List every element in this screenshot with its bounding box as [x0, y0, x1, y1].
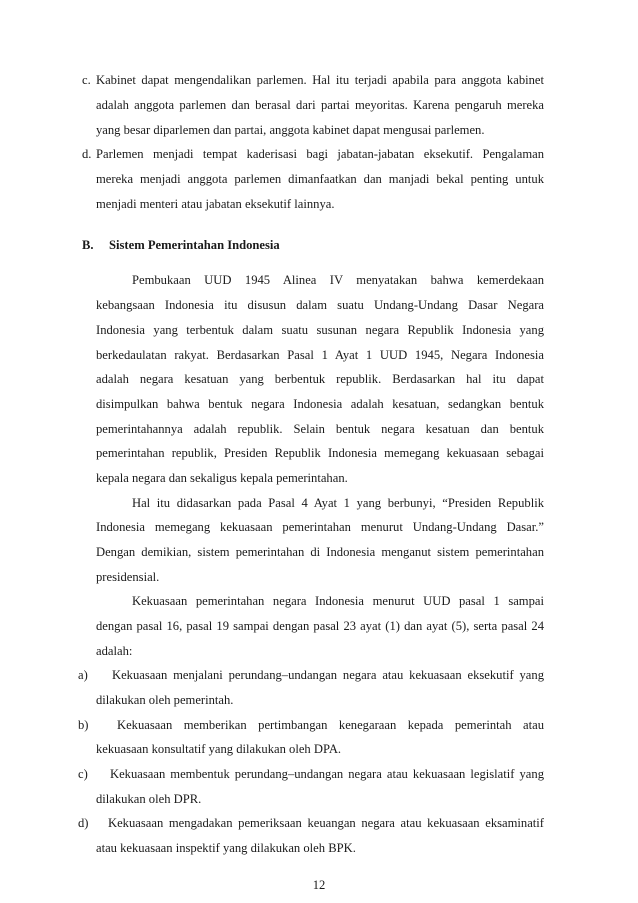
list-item-b-line-1: Kekuasaan memberikan pertimbangan kenegaraan kepada pemerintah atau [117, 718, 544, 732]
list-item-d-line-3: menjadi menteri atau jabatan eksekutif lainnya. [96, 197, 335, 211]
list-marker-b: b) [78, 718, 89, 732]
list-item-a-line-1: Kekuasaan menjalani perundang–undangan negara atau kekuasaan eksekutif yang [112, 668, 544, 682]
paragraph-3-line-2: dengan pasal 16, pasal 19 sampai dengan pasal 23 ayat (1) dan ayat (5), serta pasal 24 [96, 619, 544, 633]
page-number: 12 [312, 878, 326, 892]
paragraph-1-line-5: adalah negara kesatuan yang berbentuk republik. Berdasarkan hal itu dapat [96, 372, 544, 386]
list-item-b-line-2: kekuasaan konsultatif yang dilakukan oleh DPA. [96, 742, 342, 756]
list-item-c-line-1: Kabinet dapat mengendalikan parlemen. Hal itu terjadi apabila para anggota kabinet [96, 73, 544, 87]
section-title: Sistem Pemerintahan Indonesia [109, 238, 280, 252]
paragraph-3-line-1: Kekuasaan pemerintahan negara Indonesia menurut UUD pasal 1 sampai [132, 594, 544, 608]
section-marker: B. [82, 238, 94, 252]
list-marker-d-paren: d) [78, 816, 89, 830]
paragraph-1-line-1: Pembukaan UUD 1945 Alinea IV menyatakan bahwa kemerdekaan [132, 273, 544, 287]
list-item-c-line-3: yang besar diparlemen dan partai, anggota kabinet dapat mengusai parlemen. [96, 123, 485, 137]
paragraph-2-line-4: presidensial. [96, 570, 160, 584]
list-item-d-line-1: Parlemen menjadi tempat kaderisasi bagi jabatan-jabatan eksekutif. Pengalaman [96, 147, 544, 161]
list-marker-a: a) [78, 668, 88, 682]
paragraph-1-line-3: Indonesia yang terbentuk dalam suatu susunan negara Republik Indonesia yang [96, 323, 544, 337]
list-marker-c-paren: c) [78, 767, 88, 781]
paragraph-2-line-3: Dengan demikian, sistem pemerintahan di Indonesia menganut sistem pemerintahan [96, 545, 544, 559]
list-item-a-line-2: dilakukan oleh pemerintah. [96, 693, 234, 707]
paragraph-2-line-1: Hal itu didasarkan pada Pasal 4 Ayat 1 yang berbunyi, “Presiden Republik [132, 496, 544, 510]
list-item-d-line-2: mereka menjadi anggota parlemen dimanfaatkan dan manjadi bekal penting untuk [96, 172, 544, 186]
list-marker-d: d. [82, 147, 92, 161]
list-marker-c: c. [82, 73, 91, 87]
paragraph-1-line-7: pemerintahannya adalah republik. Selain bentuk negara kesatuan dan bentuk [96, 422, 544, 436]
paragraph-1-line-4: berkedaulatan rakyat. Berdasarkan Pasal 1 Ayat 1 UUD 1945, Negara Indonesia [96, 348, 544, 362]
list-item-c-line-2: adalah anggota parlemen dan berasal dari partai meyoritas. Karena pengaruh mereka [96, 98, 544, 112]
list-item-c-paren-line-2: dilakukan oleh DPR. [96, 792, 202, 806]
paragraph-1-line-8: pemerintahan republik, Presiden Republik Indonesia memegang kekuasaan sebagai [96, 446, 544, 460]
paragraph-1-line-6: disimpulkan bahwa bentuk negara Indonesia adalah kesatuan, sedangkan bentuk [96, 397, 544, 411]
paragraph-2-line-2: Indonesia memegang kekuasaan pemerintahan menurut Undang-Undang Dasar.” [96, 520, 544, 534]
paragraph-1-line-9: kepala negara dan sekaligus kepala pemerintahan. [96, 471, 348, 485]
paragraph-1-line-2: kebangsaan Indonesia itu disusun dalam suatu Undang-Undang Dasar Negara [96, 298, 544, 312]
list-item-d-paren-line-2: atau kekuasaan inspektif yang dilakukan oleh BPK. [96, 841, 356, 855]
paragraph-3-line-3: adalah: [96, 644, 133, 658]
list-item-c-paren-line-1: Kekuasaan membentuk perundang–undangan negara atau kekuasaan legislatif yang [110, 767, 544, 781]
list-item-d-paren-line-1: Kekuasaan mengadakan pemeriksaan keuangan negara atau kekuasaan eksaminatif [108, 816, 544, 830]
